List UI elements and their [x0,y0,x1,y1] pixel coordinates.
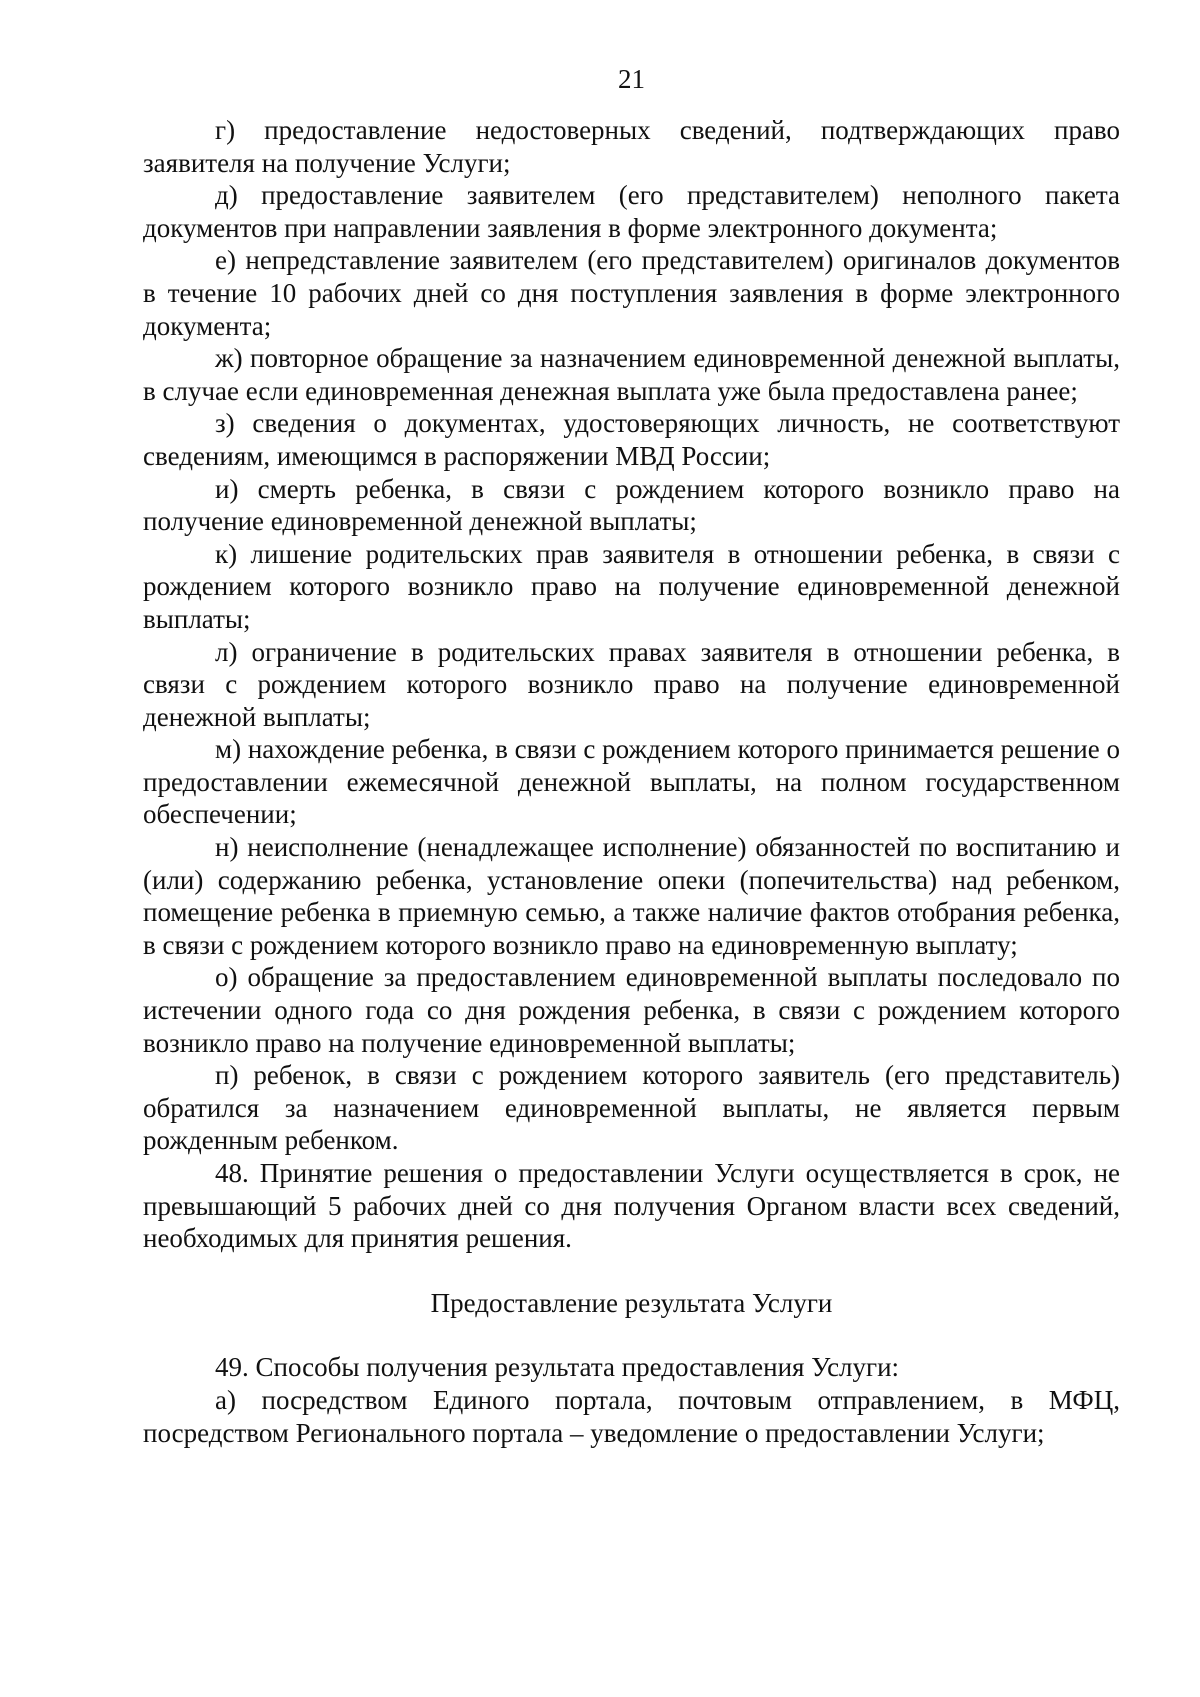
paragraph-l: л) ограничение в родительских правах заявителя в отношении ребенка, в связи с рождением которого возникло право на получение единовременной денежной выплаты; [143,636,1120,732]
paragraph-e: е) непредставление заявителем (его представителем) оригиналов документов в течение 10 рабочих дней со дня поступления заявления в форме электронного документа; [143,245,1120,341]
paragraph-n: н) неисполнение (ненадлежащее исполнение) обязанностей по воспитанию и (или) содержанию ребенка, установление опеки (попечительства) над ребенком, помещение ребенка в приемную семью, а также наличие фактов отобрания ребенка, в связи с рождением которого возникло право на единовременную выплату; [143,832,1120,960]
paragraph-48: 48. Принятие решения о предоставлении Услуги осуществляется в срок, не превышающий 5 рабочих дней со дня получения Органом власти всех сведений, необходимых для принятия решения. [143,1158,1120,1254]
document-page [143,64,1120,1449]
paragraph-m: м) нахождение ребенка, в связи с рождением которого принимается решение о предоставлении ежемесячной денежной выплаты, на полном государственном обеспечении; [143,734,1120,830]
paragraph-k: к) лишение родительских прав заявителя в отношении ребенка, в связи с рождением которого возникло право на получение единовременной денежной выплаты; [143,538,1120,634]
paragraph-p: п) ребенок, в связи с рождением которого заявитель (его представитель) обратился за назначением единовременной выплаты, не является первым рожденным ребенком. [143,1060,1120,1156]
paragraph-o: о) обращение за предоставлением единовременной выплаты последовало по истечении одного года со дня рождения ребенка, в связи с рождением которого возникло право на получение единовременной выплаты; [143,962,1120,1058]
paragraph-g: г) предоставление недостоверных сведений, подтверждающих право заявителя на получение Услуги; [143,115,1120,178]
paragraph-49-a: а) посредством Единого портала, почтовым отправлением, в МФЦ, посредством Регионального портала – уведомление о предоставлении Услуги; [143,1384,1120,1448]
paragraph-z: з) сведения о документах, удостоверяющих личность, не соответствуют сведениям, имеющимся в распоряжении МВД России; [143,408,1120,471]
page-number: 21 [618,64,645,94]
paragraph-i: и) смерть ребенка, в связи с рождением которого возникло право на получение единовременной денежной выплаты; [143,473,1120,537]
paragraph-d: д) предоставление заявителем (его представителем) неполного пакета документов при направлении заявления в форме электронного документа; [143,180,1120,243]
paragraph-49: 49. Способы получения результата предоставления Услуги: [215,1352,900,1383]
section-heading: Предоставление результата Услуги [430,1287,833,1318]
paragraph-zh: ж) повторное обращение за назначением единовременной денежной выплаты, в случае если единовременная денежная выплата уже была предоставлена ранее; [143,343,1120,406]
